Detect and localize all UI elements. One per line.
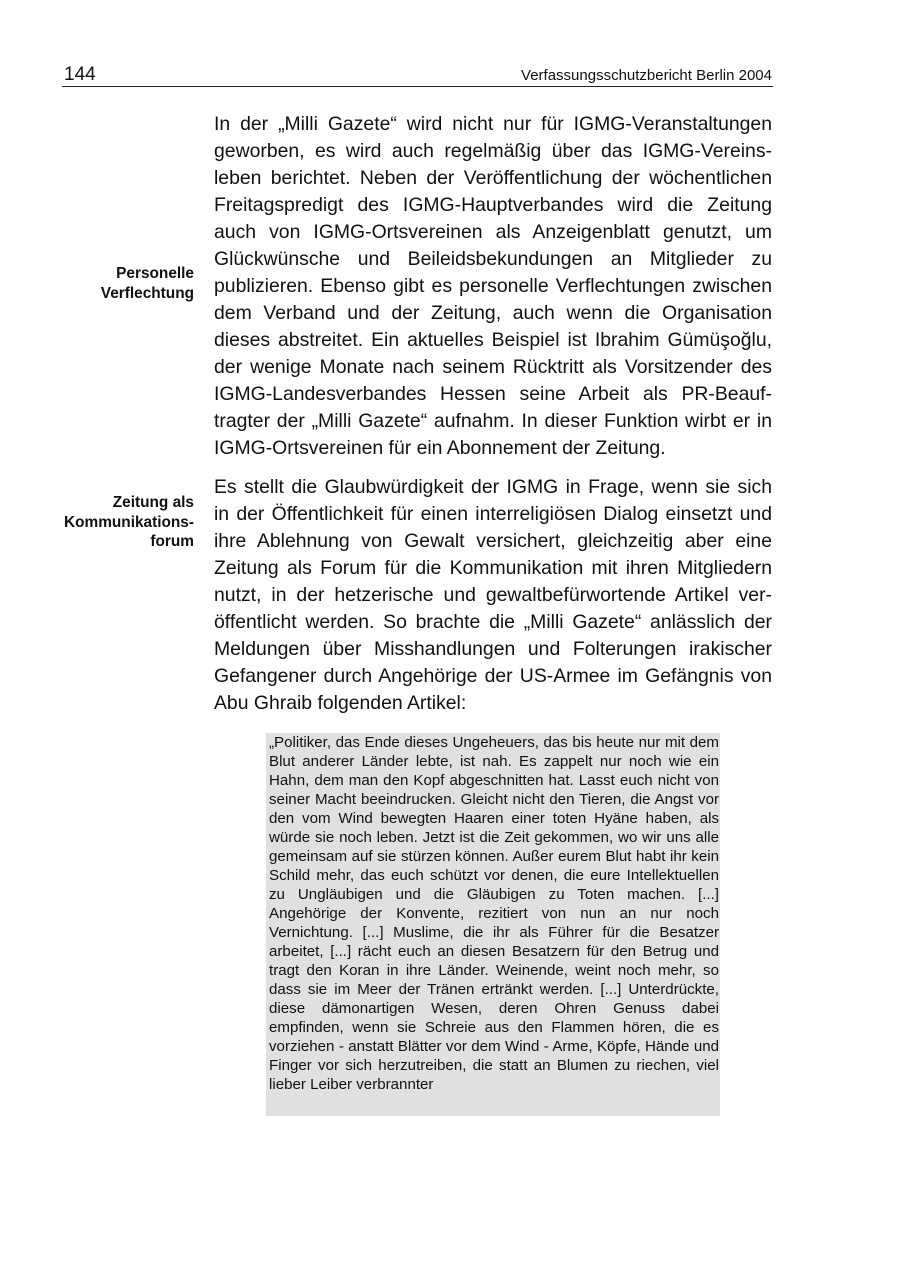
margin-note-newspaper-forum	[40, 493, 194, 552]
quotation-block	[266, 733, 720, 1116]
header-rule	[62, 86, 773, 87]
running-header-title: Verfassungsschutzbericht Berlin 2004	[521, 67, 772, 84]
margin-note-personnel-text: Personelle Verflechtung	[100, 265, 194, 302]
page-number: 144	[64, 64, 96, 85]
body-paragraph-1: In der „Milli Gazete“ wird nicht nur für IGMG-Veranstaltungen geworben, es wird auch regelmäßig über das IGMG-Vereinsleben berichtet. Neben der Veröffentlichung der wöchentlichen Freitagspredigt des IGMG-Hauptverbandes wird die Zeitung auch von IGMG-Ortsvereinen als Anzeigenblatt genutzt, um Glückwünsche und Beileidsbekundungen an Mitglieder zu publizieren. Ebenso gibt es personelle Verflechtungen zwischen dem Verband und der Zeitung, auch wenn die Organisation dieses abstreitet. Ein aktuelles Beispiel ist Ibrahim Gümüşoğlu, der wenige Monate nach seinem Rücktritt als Vorsitzender des IGMG-Landesverbandes Hessen seine Arbeit als PR-Beauftragter der „Milli Gazete“ aufnahm. In dieser Funktion wirbt er in IGMG-Ortsvereinen für ein Abonnement der Zeitung.	[214, 113, 772, 459]
quotation-text: „Politiker, das Ende dieses Ungeheuers, das bis heute nur mit dem Blut anderer Länder lebte, ist nah. Es zappelt nur noch wie ein Hahn, dem man den Kopf abgeschnitten hat. Lasst euch nicht von seiner Macht beeindrucken. Gleicht nicht den Tieren, die Angst vor den vom Wind bewegten Haaren einer toten Hyäne haben, als würde sie noch leben. Jetzt ist die Zeit gekommen, wo wir uns alle gemeinsam auf sie stürzen können. Außer eurem Blut habt ihr kein Schild mehr, das euch schützt vor denen, die eure Intellektuellen zu Ungläubigen und die Gläubigen zu Toten machen. [...] Angehörige der Konvente, rezitiert von nun an nur noch Vernichtung. [...] Muslime, die ihr als Führer für die Besatzer arbeitet, [...] rächt euch an diesen Besatzern für den Betrug und tragt den Koran in ihre Länder. Weinende, weint noch mehr, so dass sie im Meer der Tränen ertränkt werden. [...] Unterdrückte, diese dämonartigen Wesen, deren Ohren Genuss dabei empfinden, wenn sie Schreie aus den Flammen hören, die es vorziehen - anstatt Blätter vor dem Wind - Arme, Köpfe, Hände und Finger vor sich herzutreiben, die statt an Blumen zu riechen, viel lieber Leiber verbrannter	[269, 734, 719, 1093]
margin-note-newspaper-text: Zeitung als Kommunikations- forum	[64, 494, 194, 550]
body-paragraph-2: Es stellt die Glaubwürdigkeit der IGMG in Frage, wenn sie sich in der Öffentlichkeit für einen interreligiösen Dialog einsetzt und ihre Ablehnung von Gewalt versichert, gleichzeitig aber eine Zeitung als Forum für die Kommunikation mit ihren Mitgliedern nutzt, in der hetzerische und gewaltbefürwortende Artikel veröffentlicht werden. So brachte die „Milli Gazete“ anlässlich der Meldungen über Misshandlungen und Folterungen irakischer Gefangener durch Angehörige der US-Armee im Gefängnis von Abu Ghraib folgenden Artikel:	[214, 476, 772, 714]
margin-note-personnel	[40, 264, 194, 303]
